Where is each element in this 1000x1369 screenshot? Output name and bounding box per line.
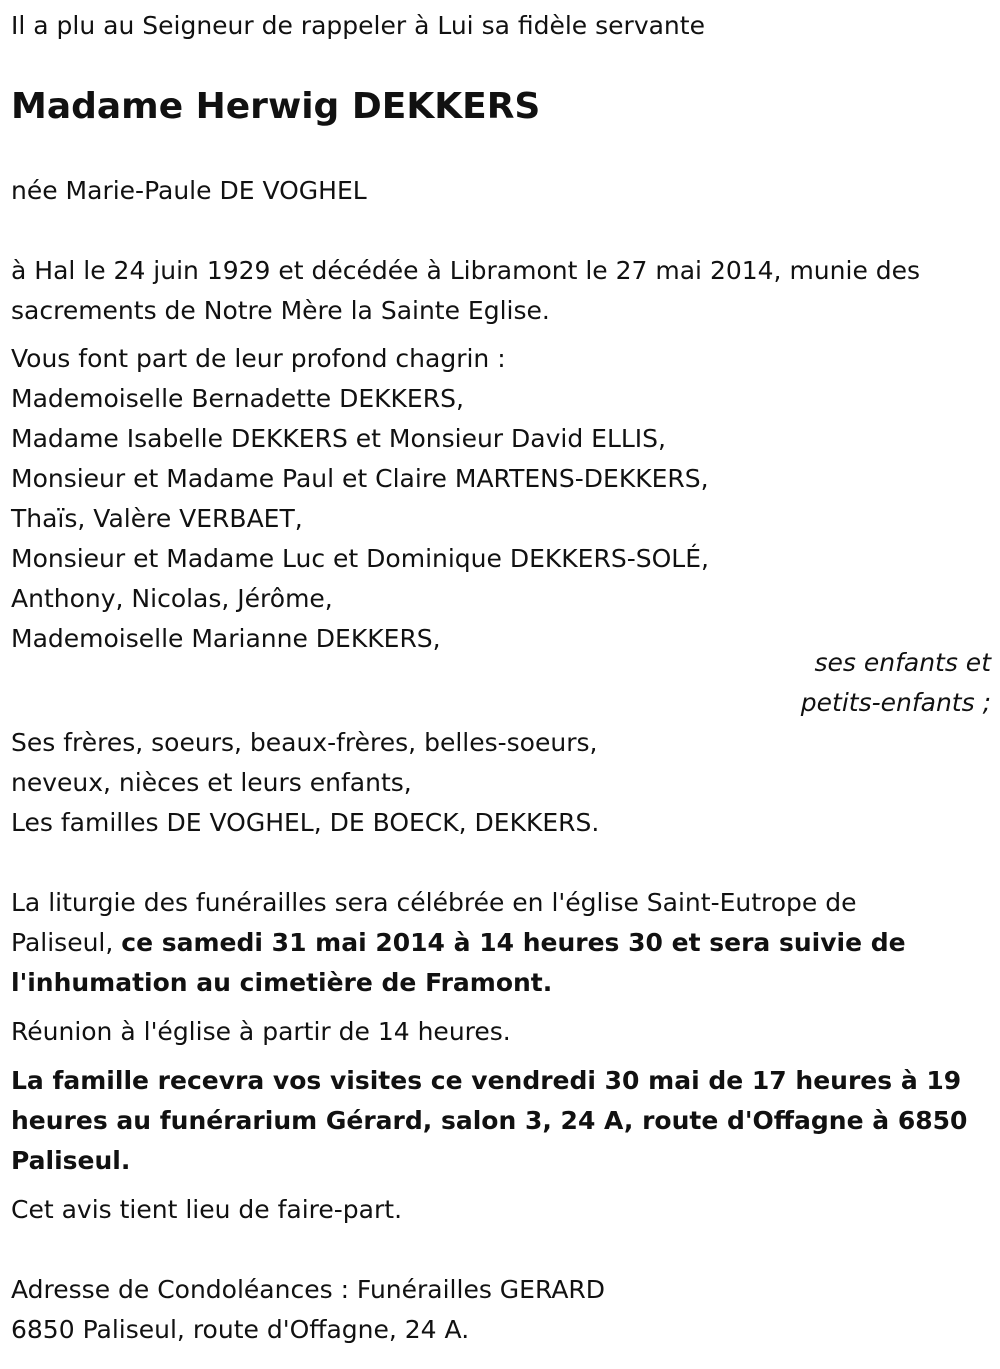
liturgy-date: ce samedi 31 mai 2014 à 14 heures 30 et sera suivie de xyxy=(121,928,906,957)
family-member: Thaïs, Valère VERBAET, xyxy=(11,504,303,533)
relationship-line: petits-enfants ; xyxy=(800,688,991,717)
relationship-line: ses enfants et xyxy=(814,648,991,677)
relatives-line: Les familles DE VOGHEL, DE BOECK, DEKKERS. xyxy=(11,808,600,837)
condolences-block xyxy=(11,1270,991,1350)
birth-death-line: à Hal le 24 juin 1929 et décédée à Libramont le 27 mai 2014, munie des xyxy=(11,256,921,285)
relatives-line: Ses frères, soeurs, beaux-frères, belles-soeurs, xyxy=(11,728,598,757)
family-member: Anthony, Nicolas, Jérôme, xyxy=(11,584,333,613)
intro-text: Il a plu au Seigneur de rappeler à Lui sa fidèle servante xyxy=(11,11,705,40)
condolences-line: Adresse de Condoléances : Funérailles GERARD xyxy=(11,1275,606,1304)
obituary-notice xyxy=(11,6,991,1350)
liturgy-line xyxy=(11,923,991,963)
relatives-line: neveux, nièces et leurs enfants, xyxy=(11,768,412,797)
family-member: Mademoiselle Marianne DEKKERS, xyxy=(11,624,441,653)
maiden-name: née Marie-Paule DE VOGHEL xyxy=(11,176,367,205)
deceased-name: Madame Herwig DEKKERS xyxy=(11,86,541,127)
birth-death-block xyxy=(11,251,991,331)
liturgy-burial: l'inhumation au cimetière de Framont. xyxy=(11,968,553,997)
condolences-line: 6850 Paliseul, route d'Offagne, 24 A. xyxy=(11,1315,470,1344)
visits-line: heures au funérarium Gérard, salon 3, 24 A, route d'Offagne à 6850 xyxy=(11,1106,968,1135)
relatives-block xyxy=(11,723,991,843)
notice-note: Cet avis tient lieu de faire-part. xyxy=(11,1195,403,1224)
announcers-intro: Vous font part de leur profond chagrin : xyxy=(11,344,506,373)
family-block xyxy=(11,339,991,659)
family-member: Madame Isabelle DEKKERS et Monsieur David ELLIS, xyxy=(11,424,666,453)
visits-line: Paliseul. xyxy=(11,1146,131,1175)
visits-line: La famille recevra vos visites ce vendredi 30 mai de 17 heures à 19 xyxy=(11,1066,962,1095)
meeting-text: Réunion à l'église à partir de 14 heures. xyxy=(11,1017,511,1046)
family-member: Mademoiselle Bernadette DEKKERS, xyxy=(11,384,464,413)
birth-death-line: sacrements de Notre Mère la Sainte Eglise. xyxy=(11,296,550,325)
liturgy-place: Paliseul, xyxy=(11,928,122,957)
family-member: Monsieur et Madame Paul et Claire MARTENS-DEKKERS, xyxy=(11,464,709,493)
visits-block xyxy=(11,1061,991,1181)
liturgy-block xyxy=(11,883,991,1003)
family-member: Monsieur et Madame Luc et Dominique DEKKERS-SOLÉ, xyxy=(11,544,709,573)
liturgy-line: La liturgie des funérailles sera célébrée en l'église Saint-Eutrope de xyxy=(11,888,857,917)
